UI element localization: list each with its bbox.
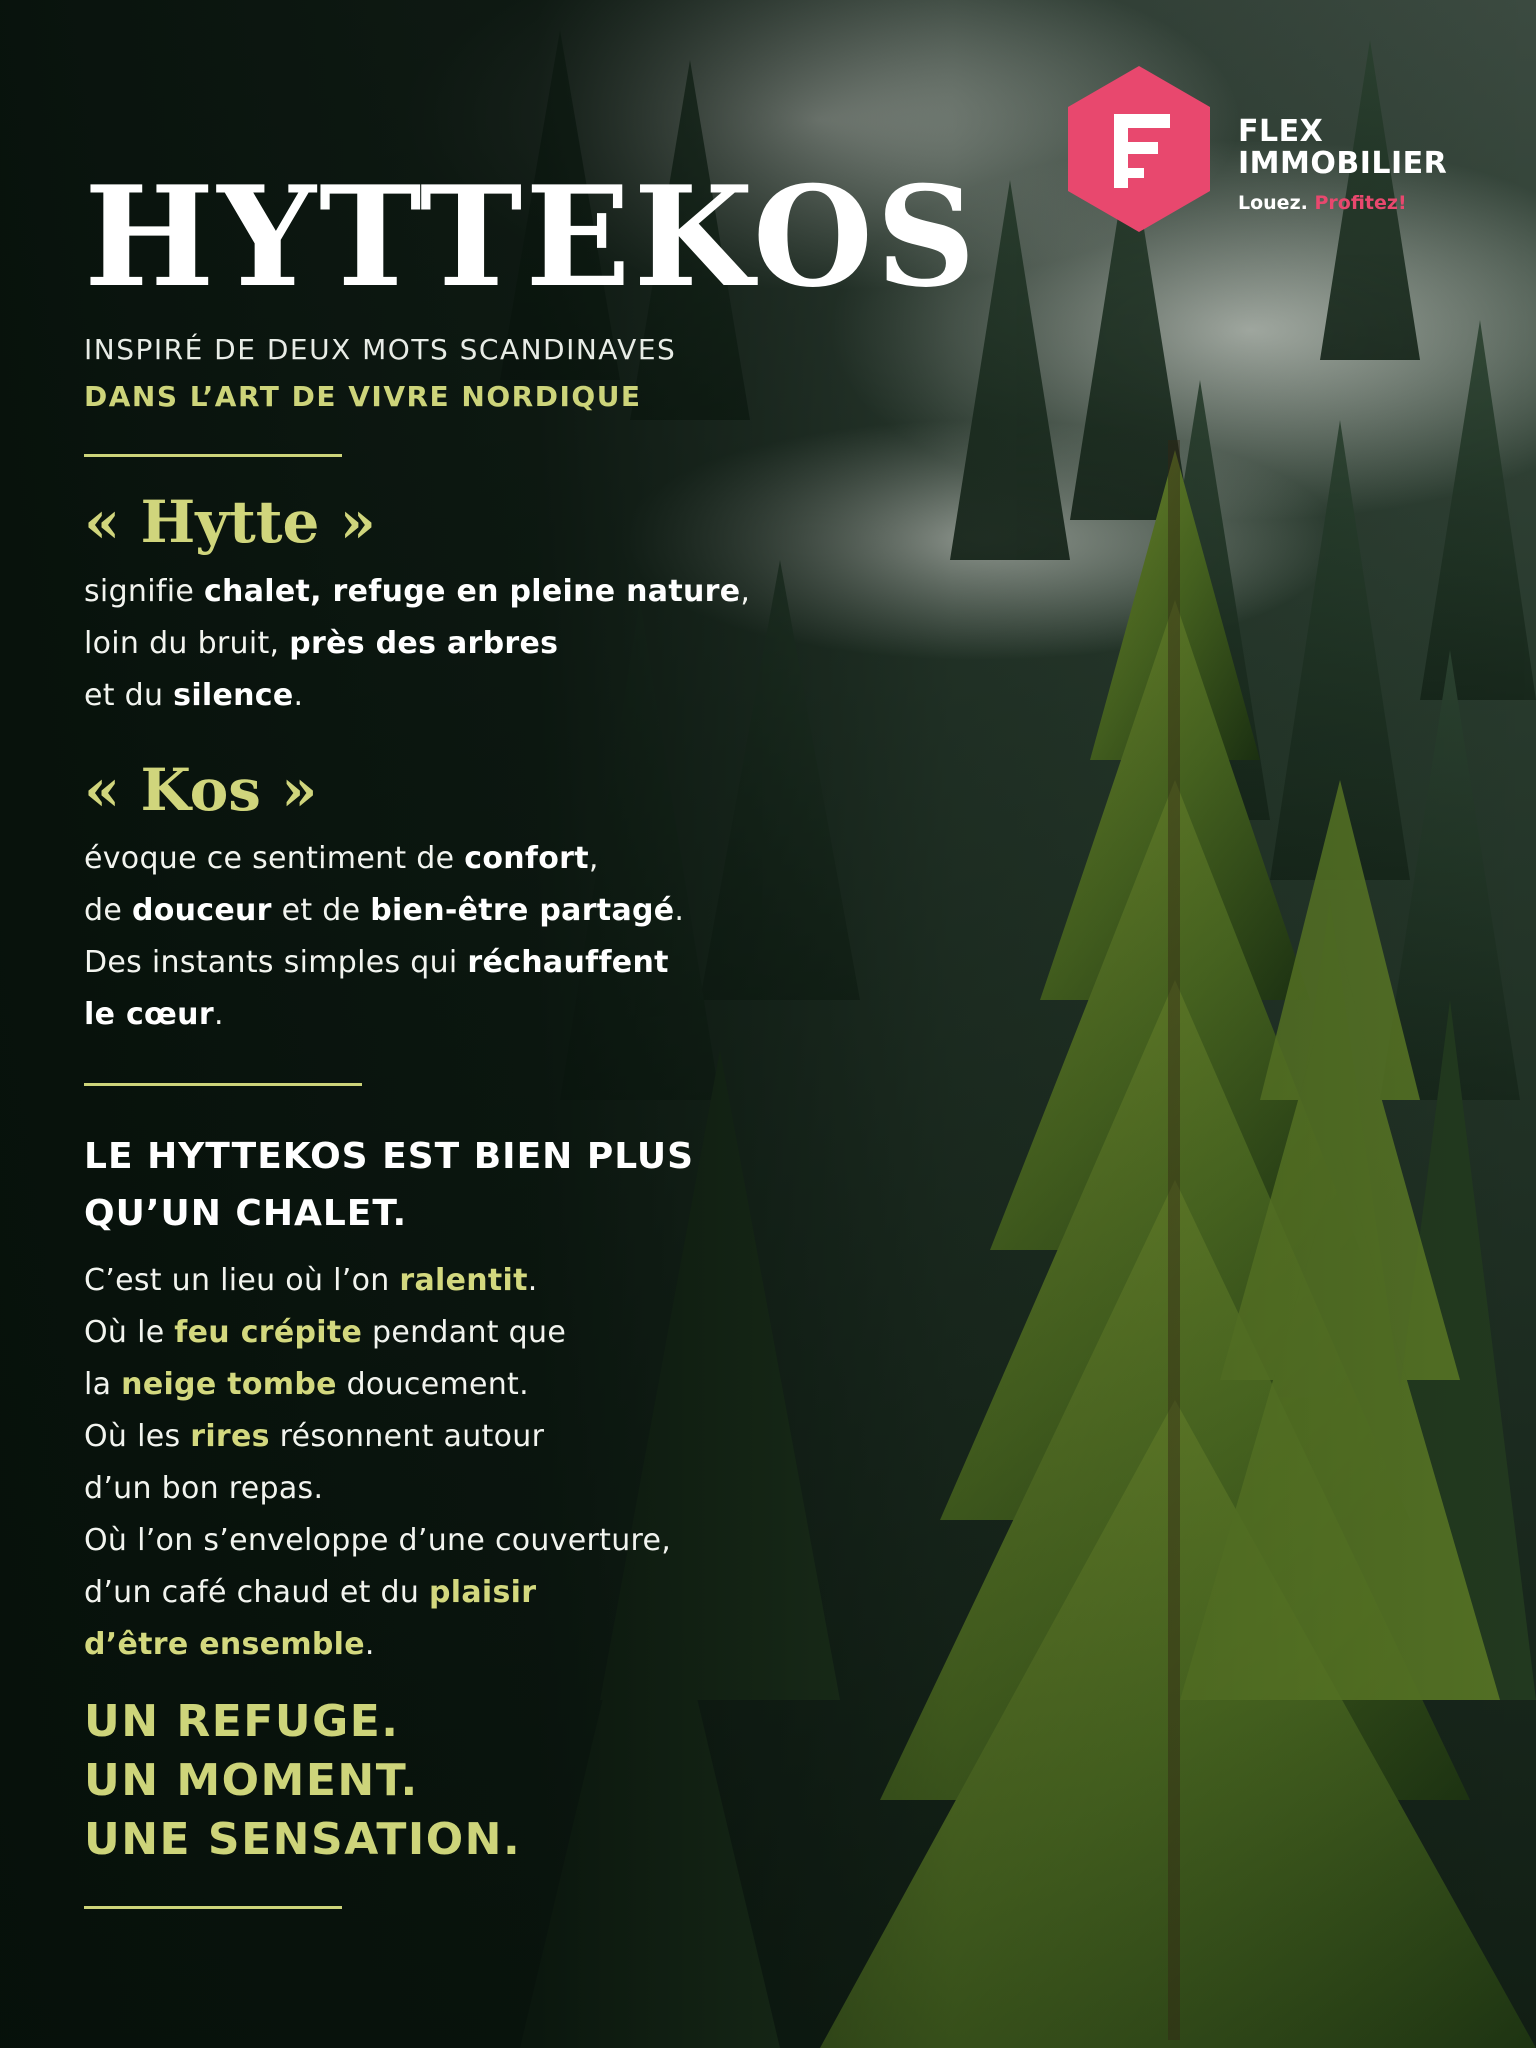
kos-line-2: de douceur et de bien-être partagé. bbox=[84, 893, 685, 928]
kos-line-1: évoque ce sentiment de confort, bbox=[84, 841, 599, 876]
subtitle: INSPIRÉ DE DEUX MOTS SCANDINAVES bbox=[84, 333, 677, 366]
page-title: HYTTEKOS bbox=[84, 155, 979, 318]
statement-heading: LE HYTTEKOS EST BIEN PLUS QU’UN CHALET. bbox=[84, 1136, 695, 1234]
kos-definition bbox=[84, 833, 684, 1041]
story-line: Où le feu crépite pendant que bbox=[84, 1315, 567, 1350]
story-line: C’est un lieu où l’on ralentit. bbox=[84, 1263, 538, 1298]
story-line: la neige tombe doucement. bbox=[84, 1367, 529, 1402]
brand-tagline: Louez. Profitez! bbox=[1238, 192, 1407, 214]
divider bbox=[84, 1906, 342, 1909]
story-line: Où l’on s’enveloppe d’une couverture, bbox=[84, 1523, 672, 1558]
hytte-line-1: signifie chalet, refuge en pleine nature, bbox=[84, 574, 751, 609]
hytte-line-3: et du silence. bbox=[84, 678, 304, 713]
story-paragraph bbox=[84, 1255, 671, 1671]
hytte-definition bbox=[84, 566, 750, 722]
story-line: d’être ensemble. bbox=[84, 1627, 375, 1662]
brand-name: FLEX IMMOBILIER bbox=[1238, 114, 1448, 181]
closing-tagline: UN REFUGE. UN MOMENT. UNE SENSATION. bbox=[84, 1696, 522, 1865]
divider bbox=[84, 1083, 362, 1086]
hytte-heading: « Hytte » bbox=[84, 488, 376, 556]
story-line: d’un bon repas. bbox=[84, 1471, 324, 1506]
divider bbox=[84, 454, 342, 457]
brand-logo bbox=[1064, 62, 1484, 242]
kos-line-3: Des instants simples qui réchauffent bbox=[84, 945, 669, 980]
hytte-line-2: loin du bruit, près des arbres bbox=[84, 626, 559, 661]
kos-heading: « Kos » bbox=[84, 756, 318, 824]
subtitle-accent: DANS L’ART DE VIVRE NORDIQUE bbox=[84, 380, 642, 413]
flex-f-hexagon-icon bbox=[1064, 62, 1214, 236]
story-line: Où les rires résonnent autour bbox=[84, 1419, 545, 1454]
story-line: d’un café chaud et du plaisir bbox=[84, 1575, 537, 1610]
kos-line-4: le cœur. bbox=[84, 997, 224, 1032]
